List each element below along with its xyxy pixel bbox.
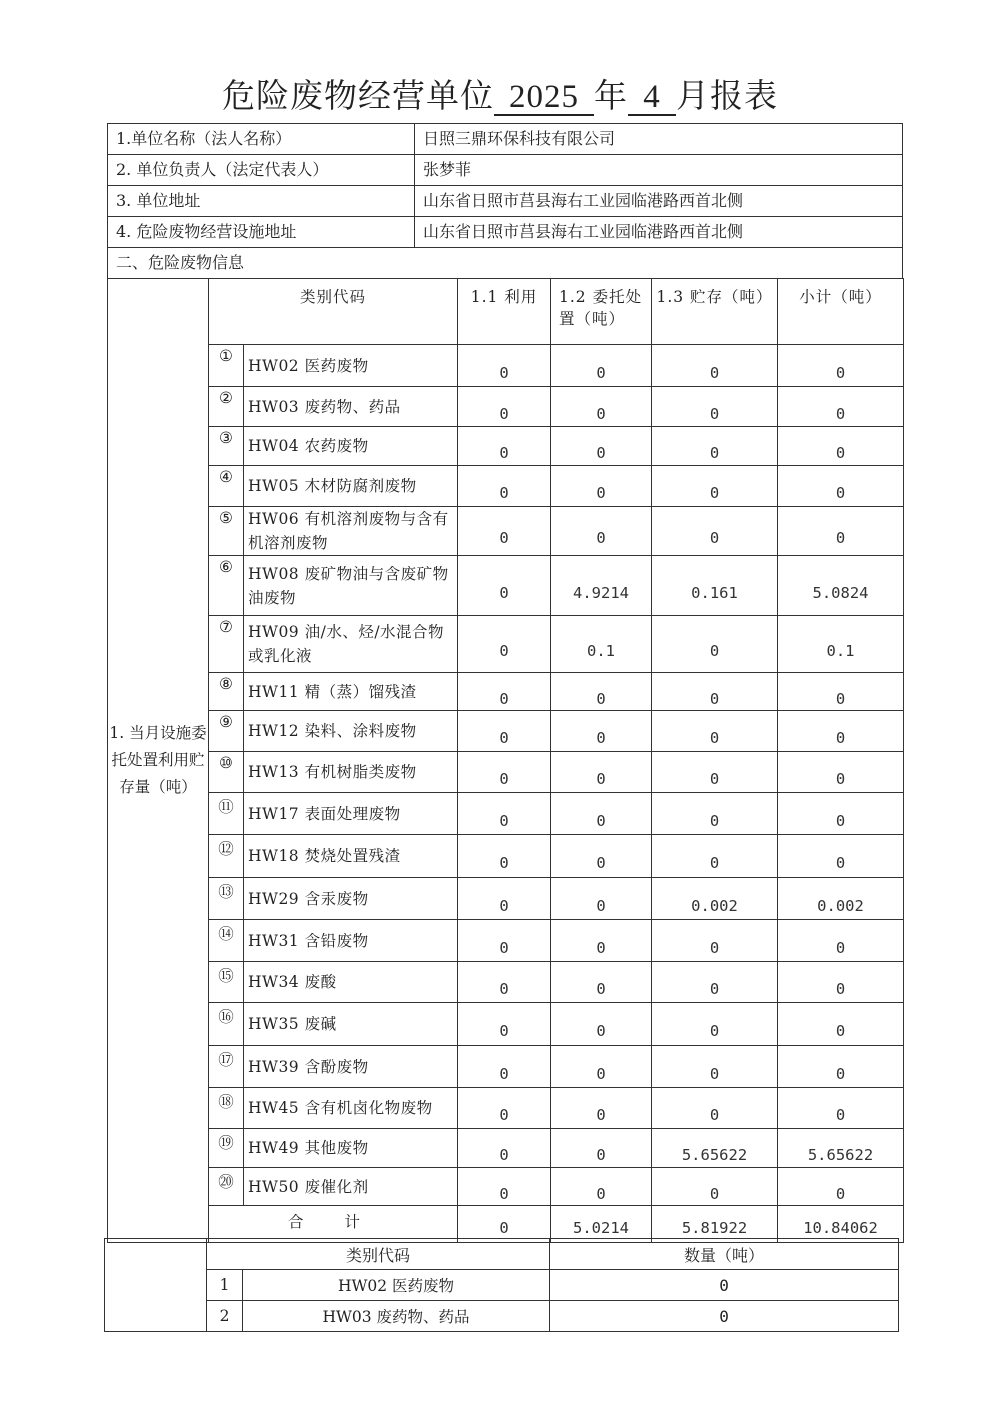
info-row xyxy=(108,186,903,217)
row-subtotal-value: 0 xyxy=(778,345,904,387)
row-storage-value: 0 xyxy=(652,427,778,466)
table-row xyxy=(108,387,904,427)
row-use-value: 0 xyxy=(458,616,551,673)
row-use-value: 0 xyxy=(458,878,551,920)
row-use-value: 0 xyxy=(458,711,551,752)
row-entrust-value: 4.9214 xyxy=(551,556,652,616)
row-subtotal-value: 0 xyxy=(778,427,904,466)
row-storage-value: 0 xyxy=(652,387,778,427)
title-prefix: 危险废物经营单位 xyxy=(222,76,494,115)
table-row xyxy=(108,427,904,466)
row-subtotal-value: 5.0824 xyxy=(778,556,904,616)
row-index: ⑧ xyxy=(209,673,244,711)
row-use-value: 0 xyxy=(458,387,551,427)
row-use-value: 0 xyxy=(458,507,551,556)
row-storage-value: 0 xyxy=(652,835,778,878)
row-index: ⑭ xyxy=(209,920,244,962)
row-entrust-value: 0 xyxy=(551,466,652,507)
info-value: 张梦菲 xyxy=(415,155,903,186)
row-use-value: 0 xyxy=(458,673,551,711)
second-row-index: 2 xyxy=(207,1301,243,1332)
row-category-name: HW18 焚烧处置残渣 xyxy=(244,835,458,878)
section-title: 二、危险废物信息 xyxy=(108,248,903,279)
row-entrust-value: 0 xyxy=(551,835,652,878)
row-use-value: 0 xyxy=(458,920,551,962)
row-subtotal-value: 0 xyxy=(778,1003,904,1046)
total-use-value: 0 xyxy=(458,1206,551,1243)
table-row xyxy=(108,711,904,752)
row-subtotal-value: 0 xyxy=(778,1168,904,1206)
row-subtotal-value: 0 xyxy=(778,507,904,556)
row-entrust-value: 0 xyxy=(551,387,652,427)
row-index: ⑤ xyxy=(209,507,244,556)
side-label: 1. 当月设施委托处置利用贮存量（吨） xyxy=(108,279,209,1243)
row-use-value: 0 xyxy=(458,1129,551,1168)
row-subtotal-value: 0 xyxy=(778,466,904,507)
header-subtotal: 小计（吨） xyxy=(778,279,904,345)
row-subtotal-value: 0 xyxy=(778,1088,904,1129)
second-table-side xyxy=(105,1239,207,1332)
table-row xyxy=(108,1168,904,1206)
report-title xyxy=(0,70,1000,117)
row-category-name: HW29 含汞废物 xyxy=(244,878,458,920)
header-use: 1.1 利用 xyxy=(458,279,551,345)
row-storage-value: 0 xyxy=(652,345,778,387)
row-category-name: HW09 油/水、烃/水混合物或乳化液 xyxy=(244,616,458,673)
table-row xyxy=(108,556,904,616)
row-index: ⑥ xyxy=(209,556,244,616)
table-row xyxy=(108,1129,904,1168)
row-storage-value: 0.161 xyxy=(652,556,778,616)
row-subtotal-value: 0 xyxy=(778,711,904,752)
row-use-value: 0 xyxy=(458,466,551,507)
total-label: 合 计 xyxy=(209,1206,458,1243)
row-subtotal-value: 0 xyxy=(778,1046,904,1088)
table-row xyxy=(108,878,904,920)
table-row xyxy=(108,673,904,711)
info-row xyxy=(108,217,903,248)
row-index: ⑩ xyxy=(209,752,244,793)
row-subtotal-value: 0 xyxy=(778,835,904,878)
row-use-value: 0 xyxy=(458,1046,551,1088)
row-index: ⑰ xyxy=(209,1046,244,1088)
row-category-name: HW13 有机树脂类废物 xyxy=(244,752,458,793)
row-category-name: HW39 含酚废物 xyxy=(244,1046,458,1088)
row-use-value: 0 xyxy=(458,345,551,387)
row-storage-value: 0 xyxy=(652,466,778,507)
row-storage-value: 0 xyxy=(652,962,778,1003)
row-index: ⑬ xyxy=(209,878,244,920)
header-entrust: 1.2 委托处置（吨） xyxy=(551,279,652,345)
row-category-name: HW05 木材防腐剂废物 xyxy=(244,466,458,507)
second-table-row xyxy=(105,1301,899,1332)
row-entrust-value: 0 xyxy=(551,345,652,387)
row-entrust-value: 0 xyxy=(551,1168,652,1206)
table-row xyxy=(108,1088,904,1129)
header-storage: 1.3 贮存（吨） xyxy=(652,279,778,345)
title-month: 4 xyxy=(628,80,676,116)
unit-info-table xyxy=(107,123,903,279)
row-entrust-value: 0.1 xyxy=(551,616,652,673)
row-use-value: 0 xyxy=(458,752,551,793)
row-use-value: 0 xyxy=(458,962,551,1003)
row-storage-value: 0 xyxy=(652,1168,778,1206)
row-subtotal-value: 0.002 xyxy=(778,878,904,920)
row-category-name: HW31 含铅废物 xyxy=(244,920,458,962)
row-subtotal-value: 0 xyxy=(778,387,904,427)
row-storage-value: 0 xyxy=(652,920,778,962)
title-year-suffix: 年 xyxy=(594,76,628,115)
table-row xyxy=(108,752,904,793)
info-value: 山东省日照市莒县海右工业园临港路西首北侧 xyxy=(415,217,903,248)
info-value: 山东省日照市莒县海右工业园临港路西首北侧 xyxy=(415,186,903,217)
row-storage-value: 0 xyxy=(652,793,778,835)
row-storage-value: 0 xyxy=(652,673,778,711)
row-index: ⑲ xyxy=(209,1129,244,1168)
row-use-value: 0 xyxy=(458,793,551,835)
title-year: 2025 xyxy=(494,80,594,116)
row-index: ⑯ xyxy=(209,1003,244,1046)
row-entrust-value: 0 xyxy=(551,427,652,466)
row-subtotal-value: 0 xyxy=(778,920,904,962)
row-index: ② xyxy=(209,387,244,427)
second-table xyxy=(104,1238,899,1332)
row-index: ⑦ xyxy=(209,616,244,673)
row-subtotal-value: 5.65622 xyxy=(778,1129,904,1168)
second-row-index: 1 xyxy=(207,1270,243,1301)
table-row xyxy=(108,616,904,673)
row-category-name: HW11 精（蒸）馏残渣 xyxy=(244,673,458,711)
table-row xyxy=(108,1003,904,1046)
header-category: 类别代码 xyxy=(209,279,458,345)
row-entrust-value: 0 xyxy=(551,752,652,793)
row-index: ① xyxy=(209,345,244,387)
info-label: 1.单位名称（法人名称） xyxy=(108,124,415,155)
second-row-quantity: 0 xyxy=(550,1270,899,1301)
row-entrust-value: 0 xyxy=(551,793,652,835)
row-storage-value: 0 xyxy=(652,1003,778,1046)
row-index: ⑨ xyxy=(209,711,244,752)
row-index: ⑪ xyxy=(209,793,244,835)
row-use-value: 0 xyxy=(458,556,551,616)
total-entrust-value: 5.0214 xyxy=(551,1206,652,1243)
row-storage-value: 0 xyxy=(652,616,778,673)
row-category-name: HW06 有机溶剂废物与含有机溶剂废物 xyxy=(244,507,458,556)
row-index: ⑮ xyxy=(209,962,244,1003)
row-entrust-value: 0 xyxy=(551,507,652,556)
row-index: ④ xyxy=(209,466,244,507)
row-entrust-value: 0 xyxy=(551,711,652,752)
row-storage-value: 0.002 xyxy=(652,878,778,920)
row-subtotal-value: 0 xyxy=(778,673,904,711)
table-row xyxy=(108,962,904,1003)
row-use-value: 0 xyxy=(458,1003,551,1046)
row-index: ⑫ xyxy=(209,835,244,878)
row-category-name: HW35 废碱 xyxy=(244,1003,458,1046)
info-value: 日照三鼎环保科技有限公司 xyxy=(415,124,903,155)
row-storage-value: 0 xyxy=(652,752,778,793)
row-category-name: HW04 农药废物 xyxy=(244,427,458,466)
row-category-name: HW02 医药废物 xyxy=(244,345,458,387)
second-row-name: HW03 废药物、药品 xyxy=(243,1301,550,1332)
row-storage-value: 0 xyxy=(652,711,778,752)
row-category-name: HW17 表面处理废物 xyxy=(244,793,458,835)
row-entrust-value: 0 xyxy=(551,1129,652,1168)
row-entrust-value: 0 xyxy=(551,1003,652,1046)
total-storage-value: 5.81922 xyxy=(652,1206,778,1243)
info-label: 4. 危险废物经营设施地址 xyxy=(108,217,415,248)
row-index: ⑳ xyxy=(209,1168,244,1206)
second-table-row xyxy=(105,1270,899,1301)
row-category-name: HW03 废药物、药品 xyxy=(244,387,458,427)
table-row xyxy=(108,466,904,507)
table-row xyxy=(108,920,904,962)
row-entrust-value: 0 xyxy=(551,673,652,711)
table-row xyxy=(108,345,904,387)
second-header-category: 类别代码 xyxy=(207,1239,550,1270)
second-row-name: HW02 医药废物 xyxy=(243,1270,550,1301)
info-label: 3. 单位地址 xyxy=(108,186,415,217)
row-category-name: HW45 含有机卤化物废物 xyxy=(244,1088,458,1129)
title-month-suffix: 月报表 xyxy=(676,76,778,115)
second-header-quantity: 数量（吨） xyxy=(550,1239,899,1270)
row-subtotal-value: 0.1 xyxy=(778,616,904,673)
row-entrust-value: 0 xyxy=(551,920,652,962)
row-category-name: HW34 废酸 xyxy=(244,962,458,1003)
total-row xyxy=(108,1206,904,1243)
row-category-name: HW50 废催化剂 xyxy=(244,1168,458,1206)
row-entrust-value: 0 xyxy=(551,878,652,920)
total-subtotal-value: 10.84062 xyxy=(778,1206,904,1243)
row-subtotal-value: 0 xyxy=(778,962,904,1003)
row-storage-value: 0 xyxy=(652,507,778,556)
waste-summary-table xyxy=(107,278,904,1243)
row-use-value: 0 xyxy=(458,1088,551,1129)
row-entrust-value: 0 xyxy=(551,962,652,1003)
table-row xyxy=(108,1046,904,1088)
row-storage-value: 0 xyxy=(652,1046,778,1088)
row-entrust-value: 0 xyxy=(551,1046,652,1088)
row-index: ③ xyxy=(209,427,244,466)
row-entrust-value: 0 xyxy=(551,1088,652,1129)
row-use-value: 0 xyxy=(458,1168,551,1206)
table-row xyxy=(108,835,904,878)
row-subtotal-value: 0 xyxy=(778,793,904,835)
row-category-name: HW12 染料、涂料废物 xyxy=(244,711,458,752)
second-row-quantity: 0 xyxy=(550,1301,899,1332)
info-row xyxy=(108,124,903,155)
row-use-value: 0 xyxy=(458,835,551,878)
row-category-name: HW49 其他废物 xyxy=(244,1129,458,1168)
row-storage-value: 0 xyxy=(652,1088,778,1129)
info-row xyxy=(108,155,903,186)
row-storage-value: 5.65622 xyxy=(652,1129,778,1168)
row-use-value: 0 xyxy=(458,427,551,466)
row-index: ⑱ xyxy=(209,1088,244,1129)
row-subtotal-value: 0 xyxy=(778,752,904,793)
table-row xyxy=(108,793,904,835)
row-category-name: HW08 废矿物油与含废矿物油废物 xyxy=(244,556,458,616)
info-label: 2. 单位负责人（法定代表人） xyxy=(108,155,415,186)
table-row xyxy=(108,507,904,556)
